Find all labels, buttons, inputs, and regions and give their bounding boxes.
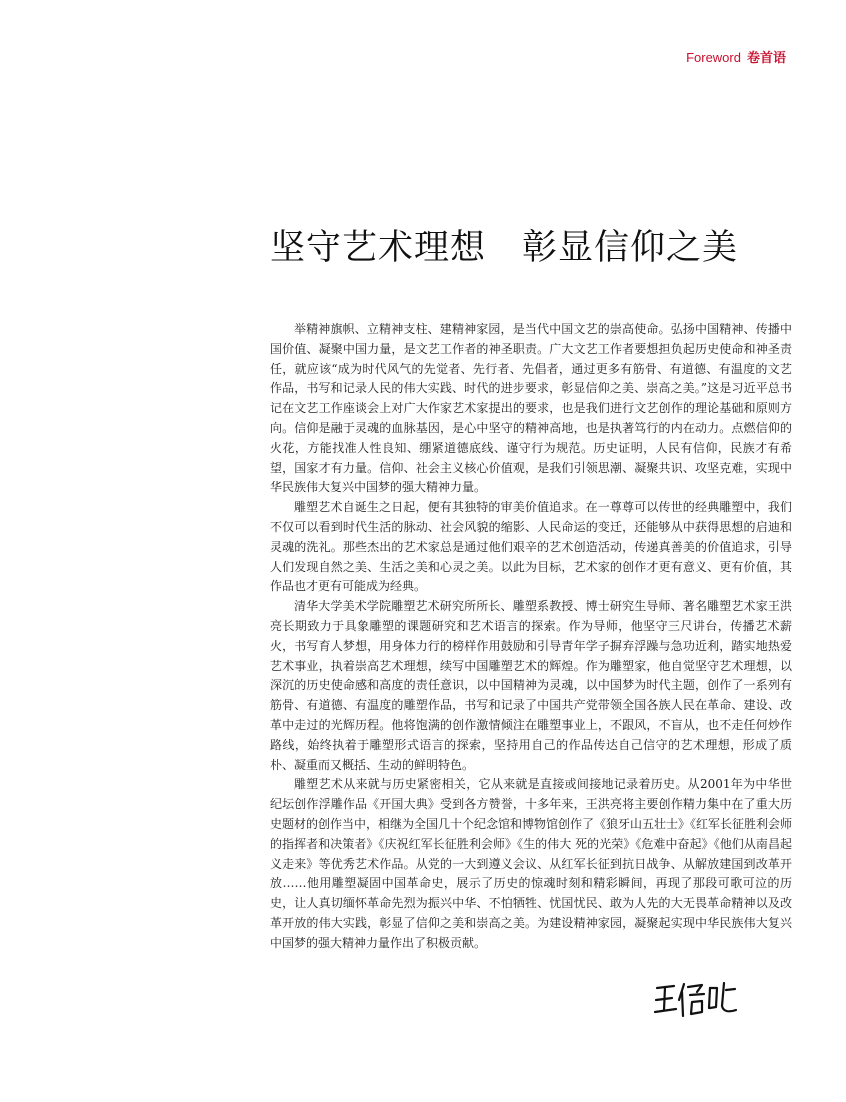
running-header [686, 49, 786, 68]
paragraph-2: 雕塑艺术自诞生之日起，便有其独特的审美价值追求。在一尊尊可以传世的经典雕塑中，我们不仅可以看到时代生活的脉动、社会风貌的缩影、人民命运的变迁，还能够从中获得思想的启迪和灵魂的洗礼。那些杰出的艺术家总是通过他们艰辛的艺术创造活动，传递真善美的价值追求，引导人们发现自然之美、生活之美和心灵之美。以此为目标，艺术家的创作才更有意义、更有价值，其作品也才更有可能成为经典。 [270, 500, 792, 594]
header-label-chinese: 卷首语 [746, 51, 786, 66]
handwritten-signature [652, 976, 738, 1020]
header-label-english: Foreword [686, 50, 741, 65]
article-title: 坚守艺术理想 彰显信仰之美 [270, 228, 739, 268]
paragraph-1: 举精神旗帜、立精神支柱、建精神家园，是当代中国文艺的崇高使命。弘扬中国精神、传播中国价值、凝聚中国力量，是文艺工作者的神圣职责。广大文艺工作者要想担负起历史使命和神圣责任，就应该“成为时代风气的先觉者、先行者、先倡者，通过更多有筋骨、有道德、有温度的文艺作品，书写和记录人民的伟大实践、时代的进步要求，彰显信仰之美、崇高之美。”这是习近平总书记在文艺工作座谈会上对广大作家艺术家提出的要求，也是我们进行文艺创作的理论基础和原则方向。信仰是融于灵魂的血脉基因，是心中坚守的精神高地，也是执著笃行的内在动力。点燃信仰的火花，方能找准人性良知、绷紧道德底线、谨守行为规范。历史证明，人民有信仰，民族才有希望，国家才有力量。信仰、社会主义核心价值观，是我们引领思潮、凝聚共识、攻坚克难，实现中华民族伟大复兴中国梦的强大精神力量。 [270, 322, 792, 495]
paragraph-3: 清华大学美术学院雕塑艺术研究所所长、雕塑系教授、博士研究生导师、著名雕塑艺术家王洪亮长期致力于具象雕塑的课题研究和艺术语言的探索。作为导师，他坚守三尺讲台，传播艺术薪火，书写育人梦想，用身体力行的榜样作用鼓励和引导青年学子摒弃浮躁与急功近利，踏实地热爱艺术事业，执着崇高艺术理想，续写中国雕塑艺术的辉煌。作为雕塑家，他自觉坚守艺术理想，以深沉的历史使命感和高度的责任意识，以中国精神为灵魂，以中国梦为时代主题，创作了一系列有筋骨、有道德、有温度的雕塑作品，书写和记录了中国共产党带领全国各族人民在革命、建设、改革中走过的光辉历程。他将饱满的创作激情倾注在雕塑事业上，不跟风，不盲从，也不走任何炒作路线，始终执着于雕塑形式语言的探索，坚持用自己的作品传达自己信守的艺术理想，形成了质朴、凝重而又概括、生动的鲜明特色。 [270, 599, 792, 772]
paragraph-4: 雕塑艺术从来就与历史紧密相关，它从来就是直接或间接地记录着历史。从2001年为中华世纪坛创作浮雕作品《开国大典》受到各方赞誉，十多年来，王洪亮将主要创作精力集中在了重大历史题材的创作当中，相继为全国几十个纪念馆和博物馆创作了《狼牙山五壮士》《红军长征胜利会师的指挥者和决策者》《庆祝红军长征胜利会师》《生的伟大 死的光荣》《危难中奋起》《他们从南昌起义走来》等优秀艺术作品。从党的一大到遵义会议、从红军长征到抗日战争、从解放建国到改革开放……他用雕塑凝固中国革命史，展示了历史的惊魂时刻和精彩瞬间，再现了那段可歌可泣的历史，让人真切缅怀革命先烈为振兴中华、不怕牺牲、忧国忧民、敢为人先的大无畏革命精神以及改革开放的伟大实践，彰显了信仰之美和崇高之美。为建设精神家园，凝聚起实现中华民族伟大复兴中国梦的强大精神力量作出了积极贡献。 [270, 777, 793, 950]
article-body [270, 320, 792, 954]
